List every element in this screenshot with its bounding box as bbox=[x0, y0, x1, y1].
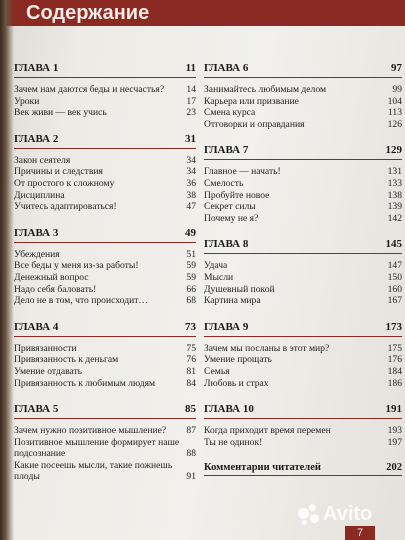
toc-entry[interactable] bbox=[14, 460, 196, 483]
toc-entry-page: 160 bbox=[387, 283, 402, 295]
comments-title: Комментарии читателей bbox=[204, 462, 321, 474]
chapter-page: 97 bbox=[391, 62, 402, 74]
toc-entry[interactable] bbox=[204, 96, 402, 108]
chapter-heading[interactable] bbox=[14, 62, 196, 78]
toc-entry-page: 47 bbox=[186, 201, 196, 213]
toc-entry[interactable] bbox=[14, 378, 196, 390]
chapter-block bbox=[14, 321, 196, 389]
toc-entry-page: 91 bbox=[186, 471, 196, 483]
chapter-heading[interactable] bbox=[204, 238, 402, 254]
toc-entry-page: 88 bbox=[186, 448, 196, 460]
toc-entry-page: 34 bbox=[186, 166, 196, 178]
toc-entry-title: Смелость bbox=[204, 177, 244, 189]
toc-entry-title: Главное — начать! bbox=[204, 166, 281, 178]
chapter-block bbox=[204, 62, 402, 130]
toc-entry-title: Когда приходит время перемен bbox=[204, 425, 331, 437]
chapter-heading[interactable] bbox=[204, 62, 402, 78]
toc-entry-page: 147 bbox=[387, 260, 402, 272]
chapter-page: 85 bbox=[185, 403, 196, 416]
chapter-title: ГЛАВА 8 bbox=[204, 238, 249, 251]
chapter-heading[interactable] bbox=[14, 133, 196, 149]
toc-entry-page: 38 bbox=[186, 189, 196, 201]
toc-entry-title: Картина мира bbox=[204, 295, 261, 307]
chapter-heading[interactable] bbox=[14, 227, 196, 243]
toc-entry[interactable] bbox=[14, 272, 196, 284]
toc-entry[interactable] bbox=[204, 272, 402, 284]
chapter-title: ГЛАВА 5 bbox=[14, 403, 59, 416]
comments-entry[interactable] bbox=[204, 462, 402, 476]
toc-entry-page: 14 bbox=[186, 84, 196, 95]
toc-entry-page: 34 bbox=[186, 154, 196, 166]
toc-entry[interactable] bbox=[204, 378, 402, 390]
toc-entry-title: Привязанность к любимым людям bbox=[14, 377, 156, 389]
toc-entry[interactable] bbox=[14, 107, 196, 119]
chapter-block bbox=[14, 403, 196, 483]
toc-entry-page: 184 bbox=[387, 365, 402, 377]
toc-entry[interactable] bbox=[14, 437, 196, 460]
toc-entry-title: Пробуйте новое bbox=[204, 189, 270, 201]
chapter-title: ГЛАВА 6 bbox=[204, 62, 249, 74]
toc-entry-title: Привязанность к деньгам bbox=[14, 354, 119, 366]
toc-entry-page: 150 bbox=[387, 271, 402, 283]
toc-entry[interactable] bbox=[204, 343, 402, 355]
toc-entry[interactable] bbox=[14, 295, 196, 307]
toc-entry[interactable] bbox=[14, 354, 196, 366]
toc-entry-title: Семья bbox=[204, 365, 230, 377]
toc-entry-title: Ты не одинок! bbox=[204, 436, 263, 448]
chapter-heading[interactable] bbox=[204, 403, 402, 419]
chapter-heading[interactable] bbox=[14, 403, 196, 419]
toc-entry-page: 176 bbox=[387, 354, 402, 366]
avito-logo-icon bbox=[296, 502, 320, 526]
chapter-title: ГЛАВА 4 bbox=[14, 320, 59, 333]
toc-entry-page: 126 bbox=[387, 118, 402, 130]
toc-entry-title: Отговорки и оправдания bbox=[204, 118, 305, 130]
page-title: Содержание bbox=[26, 2, 150, 24]
toc-entry-title: Какие посеешь мысли, такие пожнешь плоды bbox=[14, 459, 173, 483]
chapter-block bbox=[204, 144, 402, 224]
toc-entry[interactable] bbox=[204, 295, 402, 307]
toc-entry[interactable] bbox=[14, 155, 196, 167]
toc-entry[interactable] bbox=[204, 84, 402, 96]
toc-entry[interactable] bbox=[14, 425, 196, 437]
chapter-block bbox=[14, 227, 196, 307]
toc-right-column bbox=[204, 62, 402, 476]
toc-entry-page: 133 bbox=[387, 177, 402, 189]
avito-watermark bbox=[296, 502, 372, 526]
toc-entry[interactable] bbox=[14, 260, 196, 272]
page-number: 7 bbox=[345, 526, 375, 540]
chapter-title: ГЛАВА 7 bbox=[204, 144, 249, 157]
toc-entry-page: 87 bbox=[186, 425, 196, 437]
toc-entry[interactable] bbox=[14, 284, 196, 296]
toc-entry-title: Дело не в том, что происходит… bbox=[14, 295, 149, 307]
toc-entry[interactable] bbox=[14, 201, 196, 213]
toc-entry-title: Зачем нужно позитивное мышление? bbox=[14, 425, 167, 437]
toc-entry-title: Зачем мы посланы в этот мир? bbox=[204, 342, 330, 354]
toc-entry-page: 197 bbox=[387, 436, 402, 448]
toc-entry-page: 84 bbox=[186, 377, 196, 389]
chapter-block bbox=[204, 238, 402, 306]
toc-entry-title: Дисциплина bbox=[14, 189, 65, 201]
toc-entry-title: Убеждения bbox=[14, 248, 60, 260]
toc-entry-page: 66 bbox=[186, 283, 196, 295]
toc-entry-title: Душевный покой bbox=[204, 283, 275, 295]
toc-entry-title: Удача bbox=[204, 260, 228, 272]
toc-entry-page: 193 bbox=[387, 425, 402, 437]
chapter-heading[interactable] bbox=[14, 321, 196, 337]
toc-left-column bbox=[14, 62, 196, 497]
toc-entry[interactable] bbox=[14, 84, 196, 96]
toc-entry[interactable] bbox=[14, 343, 196, 355]
toc-entry[interactable] bbox=[204, 260, 402, 272]
toc-entry[interactable] bbox=[14, 178, 196, 190]
toc-entry-page: 59 bbox=[186, 260, 196, 272]
chapter-page: 145 bbox=[385, 238, 402, 251]
toc-entry-page: 68 bbox=[186, 295, 196, 307]
toc-entry-title: Учитесь адаптироваться! bbox=[14, 201, 117, 213]
toc-entry[interactable] bbox=[14, 249, 196, 261]
toc-entry-page: 59 bbox=[186, 271, 196, 283]
chapter-page: 49 bbox=[185, 226, 196, 239]
chapter-page: 31 bbox=[185, 132, 196, 145]
toc-entry-page: 138 bbox=[387, 189, 402, 201]
chapter-title: ГЛАВА 9 bbox=[204, 320, 249, 333]
toc-entry-page: 142 bbox=[387, 212, 402, 224]
chapter-heading[interactable] bbox=[204, 321, 402, 337]
toc-entry-title: Зачем нам даются беды и несчастья? bbox=[14, 84, 165, 95]
watermark-text: Avito bbox=[323, 502, 373, 525]
toc-entry-page: 186 bbox=[387, 377, 402, 389]
toc-entry[interactable] bbox=[14, 366, 196, 378]
toc-entry-title: Денежный вопрос bbox=[14, 271, 89, 283]
toc-entry-title: Закон сеятеля bbox=[14, 154, 71, 166]
toc-entry-page: 17 bbox=[186, 95, 196, 107]
toc-entry-title: Занимайтесь любимым делом bbox=[204, 84, 327, 95]
toc-entry-page: 75 bbox=[186, 342, 196, 354]
toc-entry-page: 99 bbox=[392, 84, 402, 95]
toc-entry-title: Век живи — век учись bbox=[14, 107, 107, 119]
page-binding-shadow bbox=[0, 0, 14, 540]
toc-entry-page: 167 bbox=[387, 295, 402, 307]
toc-entry[interactable] bbox=[204, 425, 402, 437]
toc-entry-title: Уроки bbox=[14, 95, 40, 107]
chapter-block bbox=[14, 133, 196, 213]
toc-entry-page: 81 bbox=[186, 365, 196, 377]
toc-entry-title: Секрет силы bbox=[204, 201, 256, 213]
toc-entry[interactable] bbox=[204, 166, 402, 178]
chapter-page: 73 bbox=[185, 320, 196, 333]
toc-entry-title: Умение отдавать bbox=[14, 365, 83, 377]
toc-entry[interactable] bbox=[204, 119, 402, 131]
toc-entry-title: Мысли bbox=[204, 271, 234, 283]
toc-entry-page: 36 bbox=[186, 177, 196, 189]
toc-entry-title: Почему не я? bbox=[204, 212, 259, 224]
toc-entry[interactable] bbox=[204, 201, 402, 213]
toc-entry[interactable] bbox=[14, 190, 196, 202]
toc-entry-title: Любовь и страх bbox=[204, 377, 269, 389]
toc-entry-page: 113 bbox=[387, 107, 402, 119]
chapter-title: ГЛАВА 10 bbox=[204, 403, 254, 416]
toc-entry-title: От простого к сложному bbox=[14, 177, 115, 189]
chapter-block bbox=[204, 321, 402, 389]
chapter-title: ГЛАВА 2 bbox=[14, 132, 59, 145]
toc-entry[interactable] bbox=[204, 354, 402, 366]
toc-entry-title: Все беды у меня из-за работы! bbox=[14, 260, 139, 272]
chapter-block bbox=[204, 403, 402, 448]
toc-entry[interactable] bbox=[204, 190, 402, 202]
toc-entry-page: 175 bbox=[387, 342, 402, 354]
chapter-page: 11 bbox=[185, 62, 196, 74]
toc-entry[interactable] bbox=[14, 96, 196, 108]
chapter-heading[interactable] bbox=[204, 144, 402, 160]
chapter-page: 173 bbox=[385, 320, 402, 333]
toc-entry-title: Умение прощать bbox=[204, 354, 272, 366]
chapter-block bbox=[14, 62, 196, 119]
toc-entry-title: Смена курса bbox=[204, 107, 256, 119]
toc-entry-title: Позитивное мышление формирует наше подсознание bbox=[14, 436, 180, 460]
toc-entry[interactable] bbox=[14, 166, 196, 178]
toc-entry[interactable] bbox=[204, 284, 402, 296]
toc-entry[interactable] bbox=[204, 178, 402, 190]
chapter-title: ГЛАВА 1 bbox=[14, 62, 59, 74]
toc-entry[interactable] bbox=[204, 107, 402, 119]
toc-entry-page: 139 bbox=[387, 201, 402, 213]
toc-entry-title: Карьера или призвание bbox=[204, 95, 299, 107]
comments-page: 202 bbox=[386, 462, 402, 474]
toc-entry-page: 131 bbox=[387, 166, 402, 178]
toc-entry-page: 104 bbox=[387, 95, 402, 107]
toc-entry-page: 51 bbox=[186, 248, 196, 260]
toc-entry-title: Причины и следствия bbox=[14, 166, 103, 178]
toc-entry[interactable] bbox=[204, 366, 402, 378]
chapter-page: 191 bbox=[385, 403, 402, 416]
toc-entry[interactable] bbox=[204, 437, 402, 449]
chapter-title: ГЛАВА 3 bbox=[14, 226, 59, 239]
toc-entry[interactable] bbox=[204, 213, 402, 225]
chapter-page: 129 bbox=[385, 144, 402, 157]
toc-entry-page: 76 bbox=[186, 354, 196, 366]
toc-entry-title: Надо себя баловать! bbox=[14, 283, 97, 295]
toc-entry-title: Привязанности bbox=[14, 342, 77, 354]
toc-entry-page: 23 bbox=[186, 107, 196, 119]
